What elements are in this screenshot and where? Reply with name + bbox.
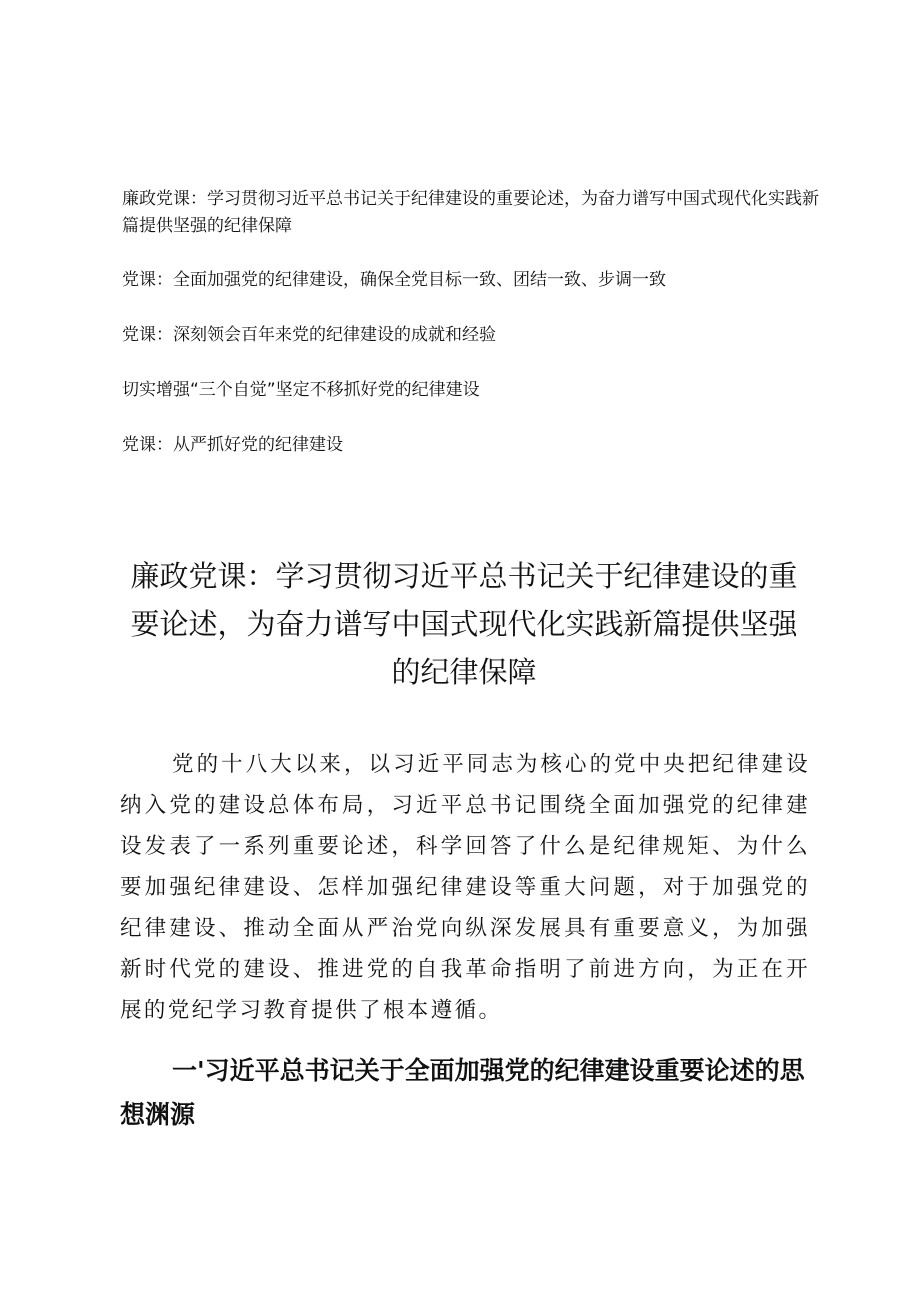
toc-item-1: 廉政党课：学习贯彻习近平总书记关于纪律建设的重要论述，为奋力谱写中国式现代化实践新篇提供坚强的纪律保障 — [122, 189, 819, 236]
article-title: 廉政党课：学习贯彻习近平总书记关于纪律建设的重要论述，为奋力谱写中国式现代化实践新篇提供坚强的纪律保障 — [130, 559, 798, 689]
toc-item-2: 党课：全面加强党的纪律建设，确保全党目标一致、团结一致、步调一致 — [122, 270, 666, 290]
section-heading: 一'习近平总书记关于全面加强党的纪律建设重要论述的思想渊源 — [120, 1056, 805, 1129]
table-of-contents — [122, 186, 822, 487]
toc-item-3: 党课：深刻领会百年来党的纪律建设的成就和经验 — [122, 325, 496, 345]
toc-item-5: 党课：从严抓好党的纪律建设 — [122, 435, 343, 455]
toc-item-4: 切实增强“三个自觉”坚定不移抓好党的纪律建设 — [122, 380, 480, 400]
body-paragraph: 党的十八大以来，以习近平同志为核心的党中央把纪律建设纳入党的建设总体布局，习近平总书记围绕全面加强党的纪律建设发表了一系列重要论述，科学回答了什么是纪律规矩、为什么要加强纪律建设、怎样加强纪律建设等重大问题，对于加强党的纪律建设、推动全面从严治党向纵深发展具有重要意义，为加强新时代党的建设、推进党的自我革命指明了前进方向，为正在开展的党纪学习教育提供了根本遵循。 — [120, 752, 810, 1023]
